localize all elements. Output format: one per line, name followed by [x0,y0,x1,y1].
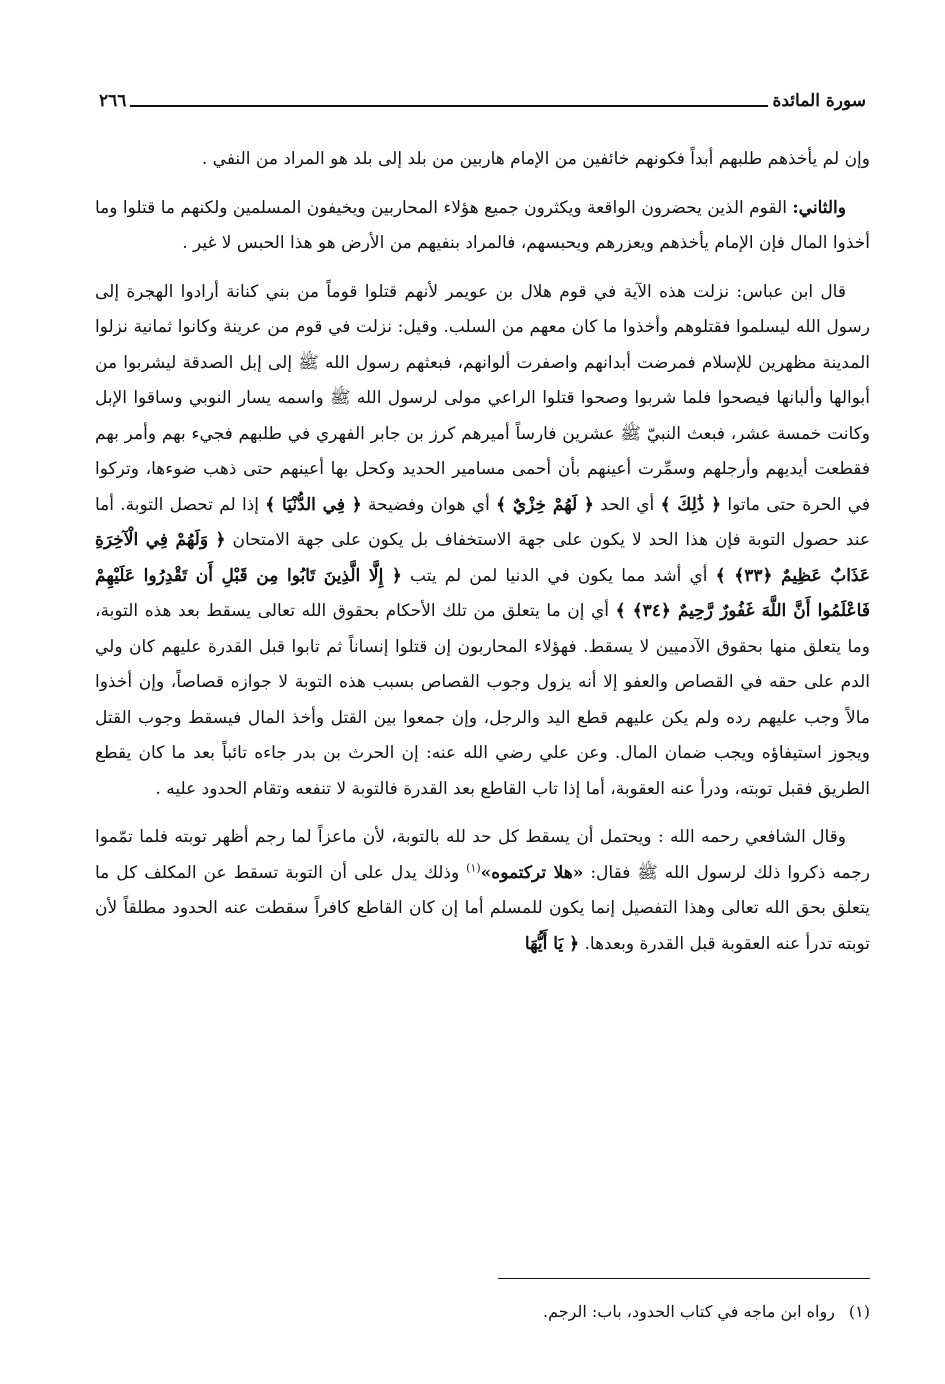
paragraph-3 [95,275,870,808]
quran-verse: ﴿ لَهُمْ خِزْيٌ ﴾ [496,494,594,515]
quran-verse: ﴿ وَلَهُمْ فِي الْآخِرَةِ عَذَابٌ عَظِيمٌ ﴿٣٣﴾ ﴾ [95,530,871,586]
paragraph-text: وقال الشافعي رحمه الله : ويحتمل أن يسقط كل حد لله بالتوبة، لأن ماعزاً لما رجم أظهر توبته فلما تمّموا رجمه ذكروا ذلك لرسول الله ﷺ فقال: [95,827,870,883]
paragraph-text: أي الحد [593,494,661,515]
hadith-quote: «هلا تركتموه» [480,862,584,883]
paragraph-text: وإن لم يأخذهم طلبهم أبداً فكونهم خائفين من الإمام هاربين من بلد إلى بلد هو المراد من النفي . [201,149,870,169]
paragraph-text: أي إن ما يتعلق من تلك الأحكام بحقوق الله تعالى يسقط بعد هذه التوبة، وما يتعلق منها بحقوق الآدميين لا يسقط. فهؤلاء المحاربون إن قتلوا إنساناً ثم تابوا قبل القدرة عليهم كان ولي الدم على حقه في القصاص والعفو إلا أنه يزول وجوب القصاص بسبب هذه التوبة لا جوازه قصاصاً، وإن أخذوا مالاً وجب عليهم رده ولم يكن عليهم قطع اليد والرجل، وإن جمعوا بين القتل وأخذ المال فيسقط وجوب القتل ويجوز استيفاؤه ويجب ضمان المال. وعن علي رضي الله عنه: إن الحرث بن بدر جاءه تائباً بعد ما كان يقطع الطريق فقبل توبته، ودرأ عنه العقوبة، أما إذا تاب القاطع بعد القدرة فالتوبة لا تنفعه وتقام الحدود عليه . [95,601,870,799]
paragraph-text: أي أشد مما يكون في الدنيا لمن لم يتب [401,565,716,586]
quran-verse: ﴿ ذَٰلِكَ ﴾ [660,494,722,515]
footnote [95,1298,870,1326]
body-text [95,142,870,975]
header-rule [95,105,870,107]
book-page [95,70,870,1360]
paragraph-text: القوم الذين يحضرون الواقعة ويكثرون جميع هؤلاء المحاربين ويخيفون المسلمين ولكنهم ما قتلوا وما أخذوا المال فإن الإمام يأخذهم ويعزرهم ويحبسهم، فالمراد بنفيهم من الأرض هو هذا الحبس لا غير . [95,197,870,253]
footnote-rule [498,1278,870,1279]
quran-verse: ﴿ يَا أَيُّهَا [524,933,580,954]
page-number: ٢٦٦ [95,91,130,111]
paragraph-text: وذلك يدل على أن التوبة تسقط عن المكلف كل ما يتعلق بحق الله تعالى وهذا التفصيل إنما يكون للمسلم أما إن كان القاطع كافراً سقطت عنه الحدود مطلقاً لأن توبته تدرأ عنه العقوبة قبل القدرة وبعدها. [95,862,870,954]
footnote-text: رواه ابن ماجه في كتاب الحدود، باب: الرجم. [543,1302,835,1321]
footnote-number: (١) [848,1302,870,1321]
paragraph-4 [95,820,870,962]
paragraph-lead: والثاني: [792,197,846,218]
paragraph-text: إذا لم تحصل التوبة. أما عند حصول التوبة فإن هذا الحد لا يكون على جهة الاستخفاف بل يكون على جهة الامتحان [95,494,870,550]
quran-verse: ﴿ إِلَّا الَّذِينَ تَابُوا مِن قَبْلِ أَن تَقْدِرُوا عَلَيْهِمْ فَاعْلَمُوا أَنَّ اللَّهَ غَفُورٌ رَّحِيمٌ ﴿٣٤﴾ ﴾ [95,565,870,621]
paragraph-1 [95,142,870,178]
paragraph-text: أي هوان وفضيحة [361,494,497,515]
footnote-reference[interactable]: (١) [466,860,481,874]
surah-title: سورة المائدة [768,91,870,111]
paragraph-2 [95,191,870,262]
paragraph-text: قال ابن عباس: نزلت هذه الآية في قوم هلال بن عويمر لأنهم قتلوا قوماً من بني كنانة أرادوا الهجرة إلى رسول الله ليسلموا فقتلوهم وأخذوا ما كان معهم من السلب. وقيل: نزلت في قوم من عرينة وكانوا ثمانية نزلوا المدينة مظهرين للإسلام فمرضت أبدانهم واصفرت ألوانهم، فبعثهم رسول الله ﷺ إلى إبل الصدقة ليشربوا من أبوالها وألبانها فيصحوا فلما شربوا وصحوا قتلوا الراعي مولى لرسول الله ﷺ واسمه يسار النوبي وساقوا الإبل وكانت خمسة عشر، فبعث النبيّ ﷺ عشرين فارساً أميرهم كرز بن جابر الفهري في طلبهم فجيء بهم وأمر بهم فقطعت أيديهم وأرجلهم وسمِّرت أعينهم بأن أحمى مسامير الحديد وكحل بها أعينهم حتى ذهب ضوءها، وتركوا في الحرة حتى ماتوا [95,281,871,515]
running-header [95,88,870,114]
quran-verse: ﴿ فِي الدُّنْيَا ﴾ [265,494,362,515]
